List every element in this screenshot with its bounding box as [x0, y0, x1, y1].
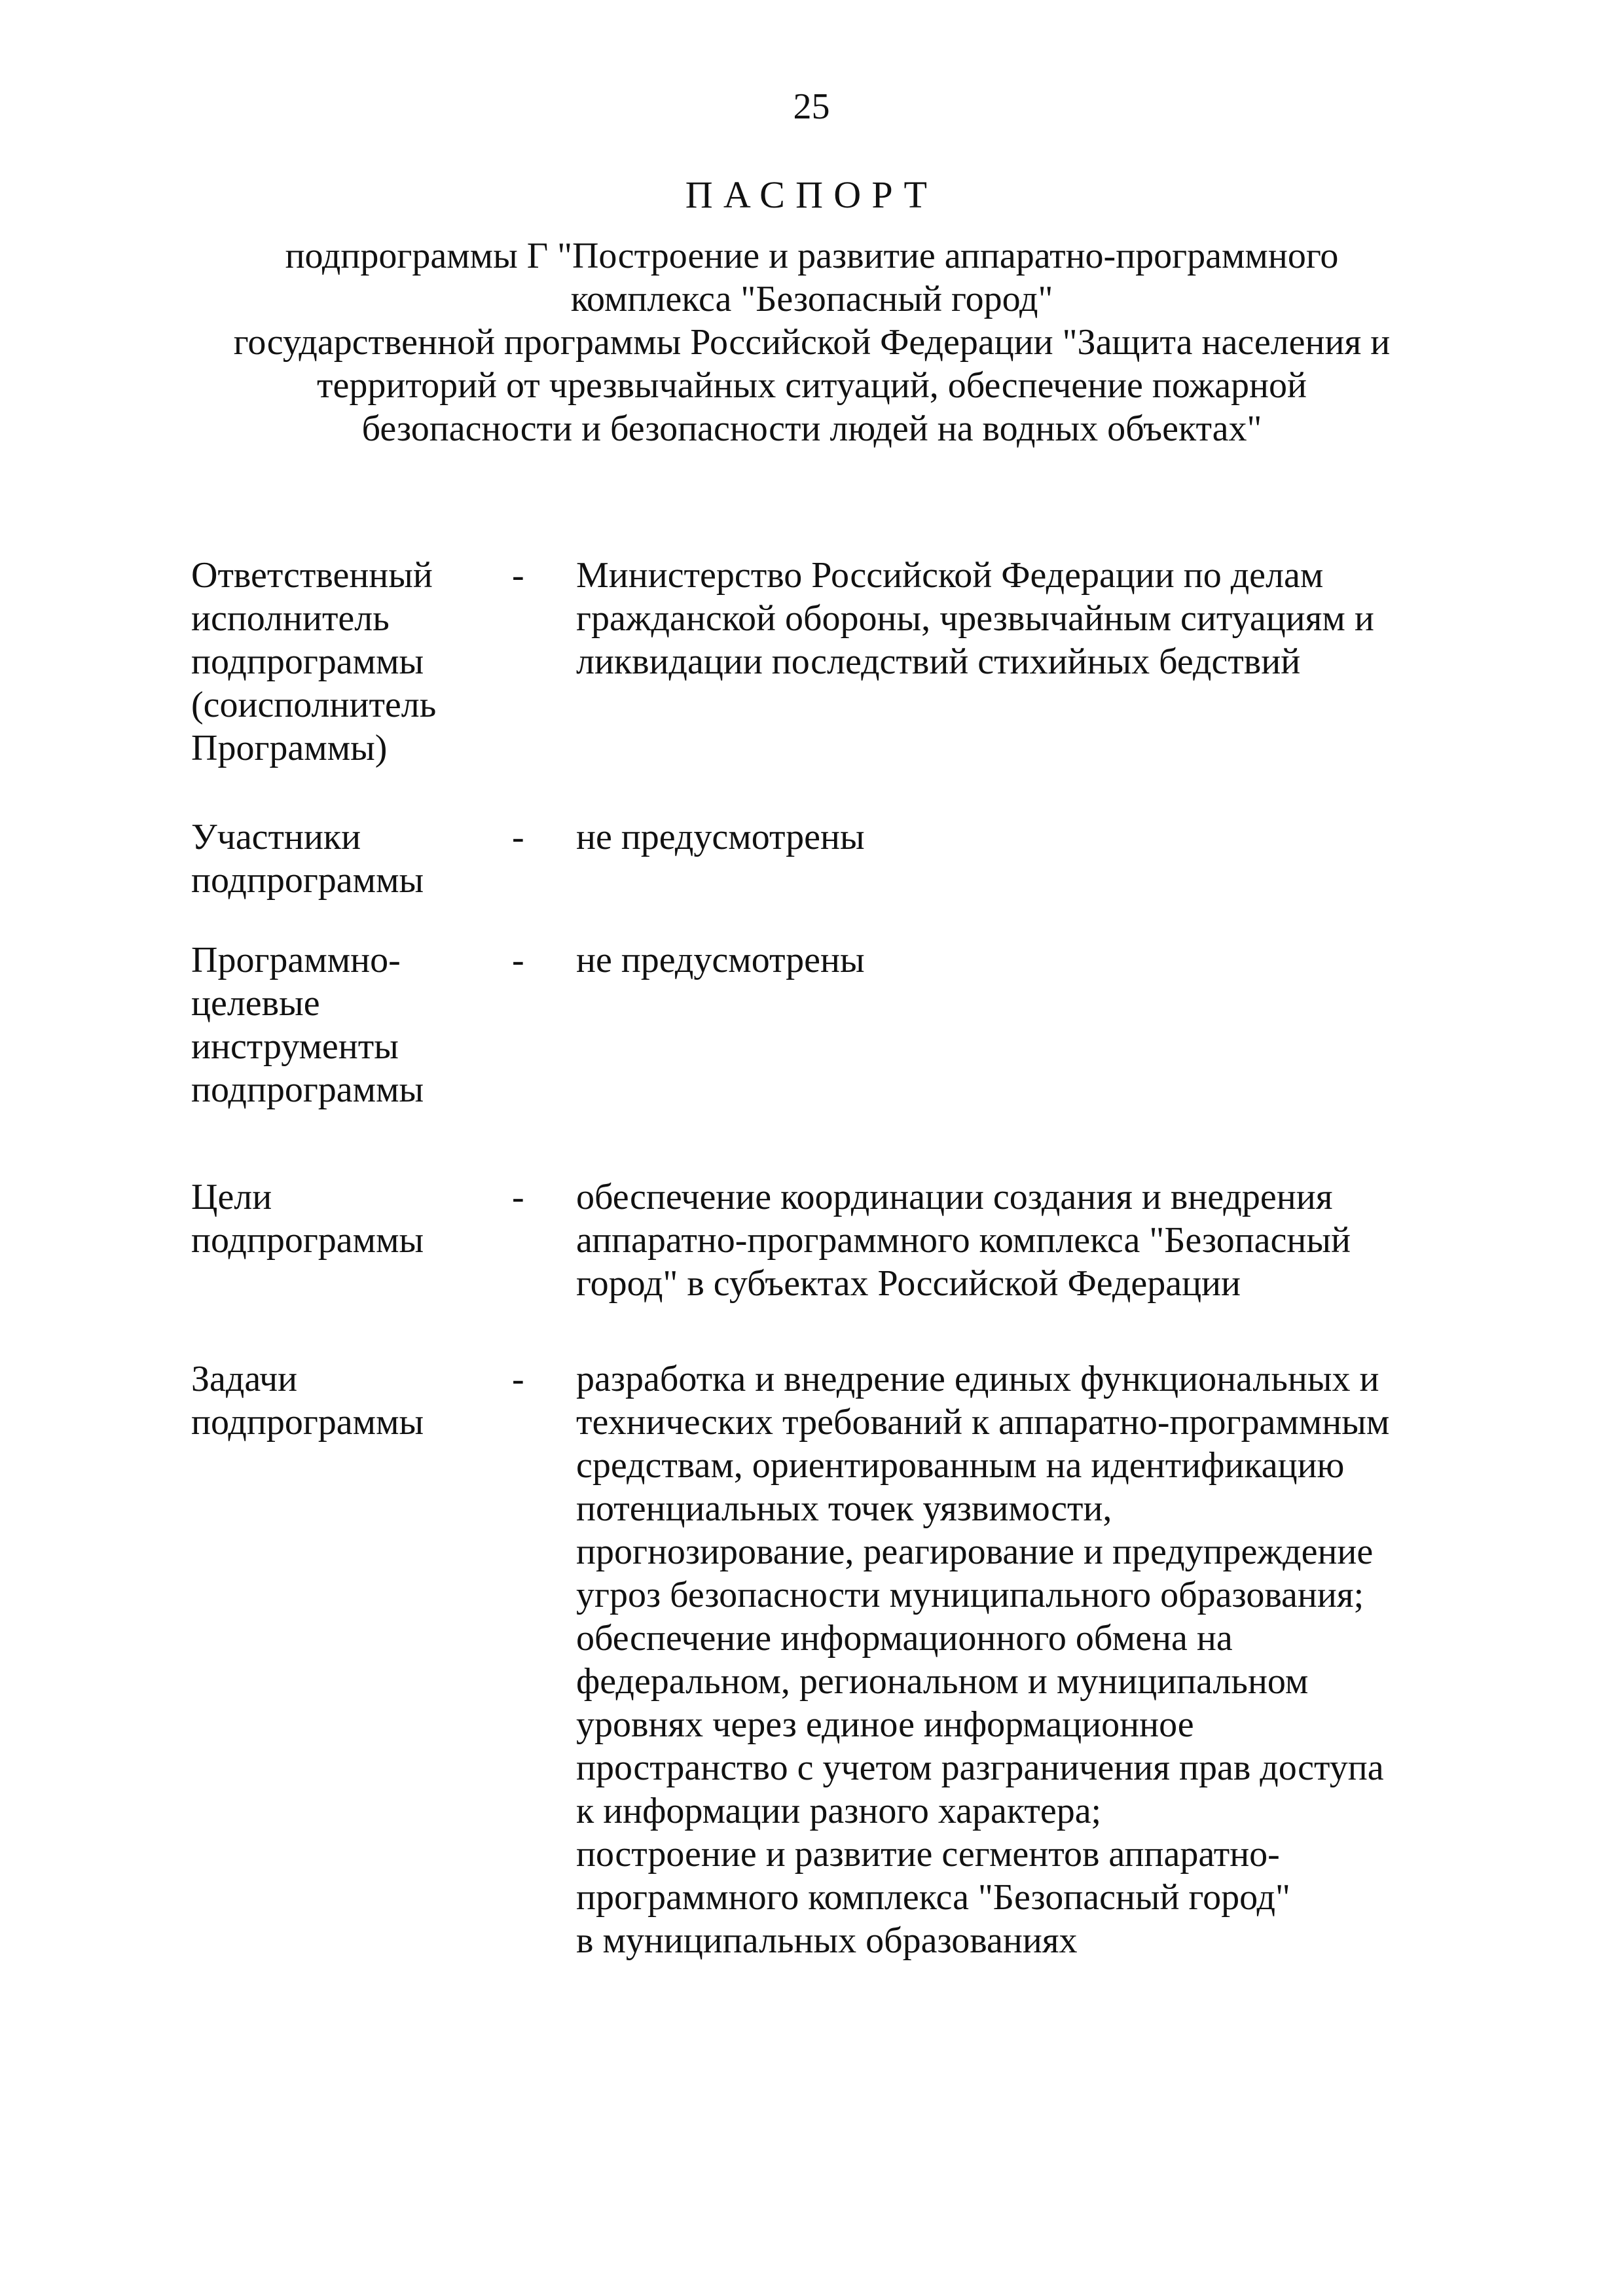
row-value-line: гражданской обороны, чрезвычайным ситуациям и: [576, 598, 1374, 639]
subtitle-line: государственной программы Российской Федерации "Защита населения и: [233, 322, 1391, 363]
subtitle-line: подпрограммы Г "Построение и развитие аппаратно-программного: [285, 236, 1339, 276]
row-dash: -: [512, 817, 524, 857]
row-value-line: Министерство Российской Федерации по делам: [576, 555, 1324, 596]
row-value: [576, 1175, 1351, 1305]
row-label: [191, 1175, 424, 1262]
row-value-line: город" в субъектах Российской Федерации: [576, 1263, 1241, 1304]
row-label-line: инструменты: [191, 1026, 399, 1067]
row-value-line: угроз безопасности муниципального образования;: [576, 1575, 1364, 1615]
row-label-line: целевые: [191, 983, 320, 1024]
row-label: [191, 1357, 424, 1444]
row-value-line: средствам, ориентированным на идентификацию: [576, 1445, 1345, 1486]
row-value-line: разработка и внедрение единых функциональных и: [576, 1359, 1379, 1399]
row-dash: -: [512, 1359, 524, 1399]
row-label-line: подпрограммы: [191, 641, 424, 682]
row-label-line: Программно-: [191, 940, 401, 980]
row-label-line: Программы): [191, 728, 388, 768]
row-value-line: потенциальных точек уязвимости,: [576, 1488, 1112, 1529]
row-value-line: обеспечение информационного обмена на: [576, 1618, 1233, 1659]
row-value-line: технических требований к аппаратно-программным: [576, 1402, 1390, 1443]
row-label-line: Цели: [191, 1177, 272, 1217]
row-value-line: ликвидации последствий стихийных бедствий: [576, 641, 1301, 682]
row-label-line: Участники: [191, 817, 361, 857]
row-value-line: построение и развитие сегментов аппаратно-: [576, 1834, 1280, 1874]
row-value: [576, 554, 1374, 683]
row-value: [576, 816, 865, 859]
row-label: [191, 554, 436, 770]
row-dash: -: [512, 555, 524, 596]
subtitle-line: безопасности и безопасности людей на водных объектах": [361, 408, 1262, 449]
row-label-line: Ответственный: [191, 555, 433, 596]
row-label-line: (соисполнитель: [191, 685, 437, 725]
row-label-line: подпрограммы: [191, 860, 424, 901]
document-title: ПАСПОРТ: [685, 173, 938, 216]
row-value-line: обеспечение координации создания и внедрения: [576, 1177, 1333, 1217]
row-value-line: не предусмотрены: [576, 940, 865, 980]
row-label: [191, 939, 424, 1111]
row-label-line: подпрограммы: [191, 1220, 424, 1261]
page-number: 25: [793, 86, 830, 127]
row-label: [191, 816, 424, 902]
subtitle-line: территорий от чрезвычайных ситуаций, обеспечение пожарной: [317, 365, 1307, 406]
row-dash: -: [512, 940, 524, 980]
document-subtitle: [157, 234, 1467, 450]
row-value: [576, 939, 865, 982]
row-value-line: федеральном, региональном и муниципальном: [576, 1661, 1309, 1702]
row-label-line: подпрограммы: [191, 1402, 424, 1443]
row-label-line: подпрограммы: [191, 1069, 424, 1110]
row-label-line: исполнитель: [191, 598, 390, 639]
row-value-line: программного комплекса "Безопасный город": [576, 1877, 1290, 1918]
row-dash: -: [512, 1177, 524, 1217]
subtitle-line: комплекса "Безопасный город": [570, 279, 1053, 319]
row-value-line: прогнозирование, реагирование и предупреждение: [576, 1532, 1374, 1572]
row-value-line: к информации разного характера;: [576, 1791, 1102, 1831]
row-value-line: аппаратно-программного комплекса "Безопасный: [576, 1220, 1351, 1261]
row-label-line: Задачи: [191, 1359, 298, 1399]
row-value-line: не предусмотрены: [576, 817, 865, 857]
row-value-line: уровнях через единое информационное: [576, 1704, 1194, 1745]
row-value-line: пространство с учетом разграничения прав доступа: [576, 1748, 1384, 1788]
row-value-line: в муниципальных образованиях: [576, 1920, 1078, 1961]
row-value: [576, 1357, 1389, 1962]
